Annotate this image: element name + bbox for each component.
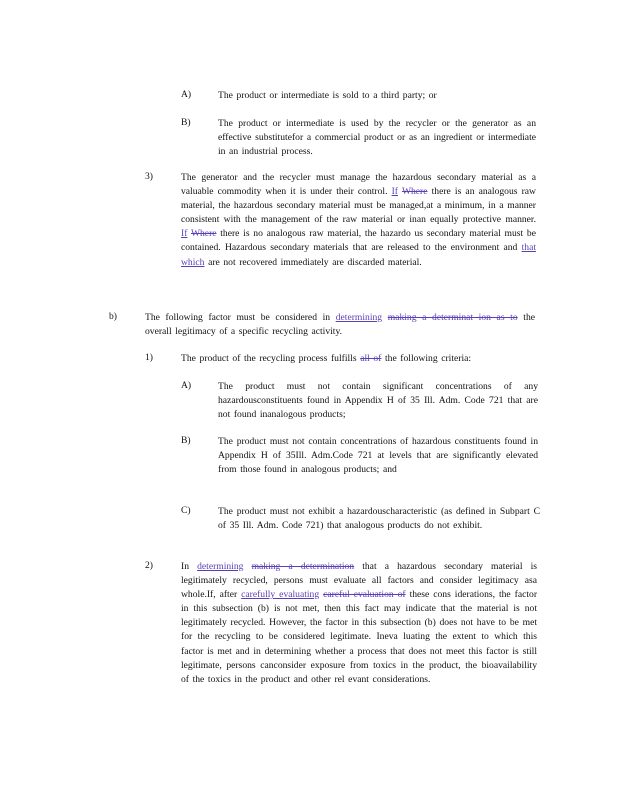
item-label-1a: A)	[181, 380, 192, 391]
text-run: are not recovered immediately are discarded material.	[208, 256, 422, 268]
paragraph-label-2: 2)	[145, 560, 153, 571]
item-1b-text: The product must not contain concentrations of hazardous constituents found in Appendix H of 35Ill. Adm.Code 721 at levels that are significantly elevated from those found in analogous products; and	[218, 436, 538, 476]
item-a-text: The product or intermediate is sold to a third party; or	[218, 90, 437, 101]
paragraph-2-text	[181, 560, 537, 687]
deleted-text: making a determination	[251, 561, 355, 572]
item-b-text: The product or intermediate is used by the recycler or the generator as an effective substitutefor a commercial product or as an ingredient or intermediate in an industrial process.	[218, 118, 536, 158]
deleted-text: all of	[360, 353, 382, 364]
inserted-text: that	[521, 242, 536, 254]
text-run: The generator and the recycler must manage the hazardous secondary material as a valuable commodity when it is under their control.	[181, 172, 536, 198]
deleted-text: making a determinat ion as to	[387, 312, 518, 323]
inserted-text: determining	[335, 312, 383, 323]
paragraph-label-1: 1)	[145, 352, 153, 363]
item-1a-text: The product must not contain significant concentrations of any hazardousconstituents found in Appendix H of 35 Ill. Adm. Code 721 that are not found inanalogous products;	[218, 381, 538, 421]
text-run: The product of the recycling process fulfills	[181, 353, 357, 364]
inserted-text: carefully evaluating	[241, 589, 320, 601]
paragraph-label-3: 3)	[145, 171, 153, 182]
text-run: The following factor must be considered in	[145, 312, 331, 323]
section-b-text	[145, 311, 535, 339]
section-label-b: b)	[109, 311, 117, 322]
deleted-text: careful evaluation of	[323, 589, 406, 601]
inserted-text: If	[391, 186, 398, 198]
paragraph-1-text	[181, 352, 541, 366]
text-run: In	[181, 561, 189, 572]
text-run: there is no analogous raw material, the hazardo us secondary material must be contained. Hazardous secondary materials that are released to the environment and	[181, 228, 536, 254]
inserted-text: which	[181, 256, 205, 268]
text-run: the overall legitimacy of a specific recycling activity.	[145, 312, 536, 338]
item-label-a: A)	[181, 89, 192, 100]
text-run: the following criteria:	[384, 353, 472, 364]
item-label-b: B)	[181, 117, 191, 128]
item-label-1b: B)	[181, 435, 191, 446]
text-run: these cons iderations, the factor in this subsection (b) is not met, then this fact may indicate that the material is not legitimately recycled. However, the factor in this subsection (b) does not have to be met for the recycling to be considered legitimate. Ineva luating the extent to which this factor is met and in determining whether a process that does not meet this factor is still legitimate, persons canconsider exposure from toxics in the product, the bioavailability of the toxics in the product and other rel evant considerations.	[181, 589, 538, 685]
inserted-text: determining	[197, 561, 244, 572]
deleted-text: Where	[401, 186, 428, 198]
item-label-1c: C)	[181, 505, 191, 516]
text-run: there is an analogous raw material, the hazardous secondary material must be managed,at a minimum, in a manner consistent with the management of the raw material or inan equally protective manner.	[181, 186, 536, 226]
inserted-text: If	[181, 228, 188, 240]
item-1c-text: The product must not exhibit a hazardouscharacteristic (as defined in Subpart C of 35 Ill. Adm. Code 721) that analogous products do not exhibit.	[218, 506, 540, 532]
deleted-text: Where	[190, 228, 217, 240]
text-run: that a hazardous secondary material is legitimately recycled, persons must evaluate all factors and consider legitimacy asa whole.If, after	[181, 561, 537, 601]
paragraph-3-text	[181, 171, 536, 270]
